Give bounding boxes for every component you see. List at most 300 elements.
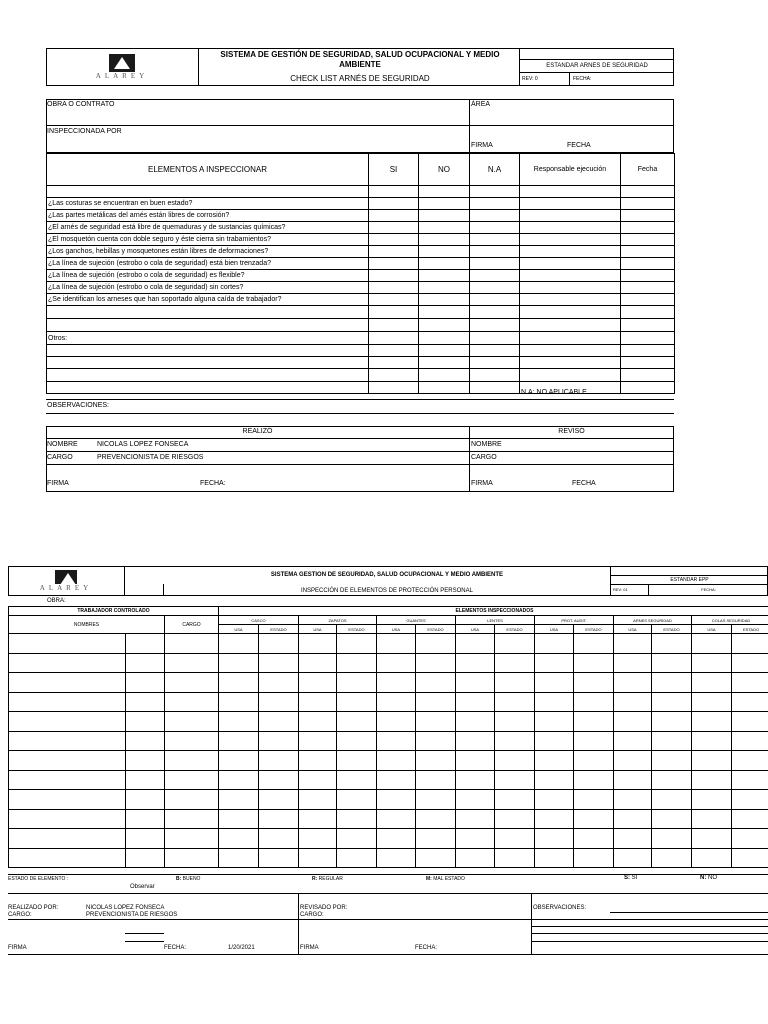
inspection-cell[interactable] xyxy=(337,751,377,771)
nombre-cell[interactable] xyxy=(9,653,126,673)
inspection-cell[interactable] xyxy=(652,751,692,771)
inspection-cell[interactable] xyxy=(535,712,574,732)
inspection-cell[interactable] xyxy=(732,712,768,732)
group-guantes: GUANTES xyxy=(377,616,456,625)
nombre-cell[interactable] xyxy=(126,751,165,771)
inspection-cell[interactable] xyxy=(416,673,456,693)
inspection-cell[interactable] xyxy=(732,634,768,654)
inspection-cell[interactable] xyxy=(495,848,535,868)
nombre-cell[interactable] xyxy=(126,829,165,849)
si-cell[interactable] xyxy=(369,270,419,282)
alarey-logo-icon xyxy=(109,54,135,72)
inspection-cell[interactable] xyxy=(299,692,337,712)
inspection-cell[interactable] xyxy=(337,673,377,693)
fecha-label-realizo: FECHA: xyxy=(200,480,226,487)
observaciones-label: OBSERVACIONES: xyxy=(47,402,109,409)
form2-logo xyxy=(8,566,125,596)
legend-key: M: xyxy=(426,876,432,882)
nombre-cell[interactable] xyxy=(126,673,165,693)
inspection-cell[interactable] xyxy=(377,790,416,810)
checklist-item: ¿Las partes metálicas del arnés están libres de corrosión? xyxy=(47,210,369,222)
nombre-cell[interactable] xyxy=(9,809,126,829)
inspection-cell[interactable] xyxy=(692,848,732,868)
nombre-cell[interactable] xyxy=(126,790,165,810)
inspection-cell[interactable] xyxy=(692,829,732,849)
na-cell[interactable] xyxy=(470,294,520,306)
no-cell[interactable] xyxy=(419,222,470,234)
inspection-cell[interactable] xyxy=(377,653,416,673)
inspection-cell[interactable] xyxy=(299,790,337,810)
group-colas: COLAS SEGURIDAD xyxy=(692,616,768,625)
inspection-cell[interactable] xyxy=(692,712,732,732)
checklist-item: ¿Se identifican los arneses que han soportado alguna caída de trabajador? xyxy=(47,294,369,306)
inspection-cell[interactable] xyxy=(416,790,456,810)
inspection-cell[interactable] xyxy=(652,634,692,654)
inspection-cell[interactable] xyxy=(456,634,495,654)
inspection-cell[interactable] xyxy=(574,829,614,849)
inspection-cell[interactable] xyxy=(535,751,574,771)
inspection-cell[interactable] xyxy=(692,770,732,790)
na-cell[interactable] xyxy=(470,282,520,294)
no-cell[interactable] xyxy=(419,246,470,258)
inspection-cell[interactable] xyxy=(219,731,259,751)
inspection-cell[interactable] xyxy=(732,848,768,868)
epp-row xyxy=(9,731,768,751)
inspection-cell[interactable] xyxy=(377,829,416,849)
cargo-cell[interactable] xyxy=(165,634,219,654)
estado-header: ESTADO xyxy=(732,625,768,634)
col-na: N.A xyxy=(470,154,520,186)
elementos-header: ELEMENTOS INSPECCIONADOS xyxy=(219,607,768,616)
na-cell[interactable] xyxy=(470,234,520,246)
inspection-cell[interactable] xyxy=(219,712,259,732)
inspection-cell[interactable] xyxy=(732,770,768,790)
inspection-cell[interactable] xyxy=(574,673,614,693)
inspection-cell[interactable] xyxy=(535,848,574,868)
inspection-cell[interactable] xyxy=(574,770,614,790)
inspection-cell[interactable] xyxy=(337,809,377,829)
inspection-cell[interactable] xyxy=(337,770,377,790)
si-cell[interactable] xyxy=(369,210,419,222)
inspection-cell[interactable] xyxy=(732,790,768,810)
si-cell[interactable] xyxy=(369,246,419,258)
inspection-cell[interactable] xyxy=(574,653,614,673)
firma-label: FIRMA xyxy=(471,142,493,149)
inspection-cell[interactable] xyxy=(219,848,259,868)
inspection-cell[interactable] xyxy=(337,731,377,751)
epp-row xyxy=(9,751,768,771)
inspection-cell[interactable] xyxy=(574,751,614,771)
inspection-cell[interactable] xyxy=(574,731,614,751)
cargo-cell[interactable] xyxy=(165,751,219,771)
inspection-cell[interactable] xyxy=(259,829,299,849)
epp-row xyxy=(9,653,768,673)
si-cell[interactable] xyxy=(369,294,419,306)
revisado-cargo-label: CARGO: xyxy=(300,912,324,918)
usa-header: USA xyxy=(456,625,495,634)
inspection-cell[interactable] xyxy=(652,731,692,751)
inspection-cell[interactable] xyxy=(259,692,299,712)
inspection-cell[interactable] xyxy=(456,790,495,810)
inspection-cell[interactable] xyxy=(692,653,732,673)
inspection-cell[interactable] xyxy=(377,809,416,829)
inspection-cell[interactable] xyxy=(692,673,732,693)
inspection-cell[interactable] xyxy=(299,731,337,751)
obra-label: OBRA: xyxy=(47,598,66,604)
inspection-cell[interactable] xyxy=(219,829,259,849)
nombre-cell[interactable] xyxy=(9,770,126,790)
inspection-cell[interactable] xyxy=(495,751,535,771)
inspection-cell[interactable] xyxy=(456,809,495,829)
legend-no xyxy=(700,875,717,881)
inspection-cell[interactable] xyxy=(692,751,732,771)
inspection-cell[interactable] xyxy=(692,809,732,829)
usa-header: USA xyxy=(299,625,337,634)
nombre-value: NICOLAS LOPEZ FONSECA xyxy=(97,441,189,448)
no-cell[interactable] xyxy=(419,294,470,306)
inspection-cell[interactable] xyxy=(652,712,692,732)
inspection-cell[interactable] xyxy=(299,634,337,654)
inspection-cell[interactable] xyxy=(219,692,259,712)
no-cell[interactable] xyxy=(419,210,470,222)
cargo-cell[interactable] xyxy=(165,731,219,751)
inspection-cell[interactable] xyxy=(337,712,377,732)
inspection-cell[interactable] xyxy=(614,770,652,790)
inspection-cell[interactable] xyxy=(456,829,495,849)
inspection-cell[interactable] xyxy=(692,692,732,712)
si-cell[interactable] xyxy=(369,222,419,234)
inspection-cell[interactable] xyxy=(732,751,768,771)
inspection-cell[interactable] xyxy=(259,673,299,693)
inspection-cell[interactable] xyxy=(495,673,535,693)
inspection-cell[interactable] xyxy=(614,634,652,654)
inspection-cell[interactable] xyxy=(299,653,337,673)
inspection-cell[interactable] xyxy=(652,692,692,712)
inspection-cell[interactable] xyxy=(299,829,337,849)
checklist-item: ¿La línea de sujeción (estrobo o cola de seguridad) está bien trenzada? xyxy=(47,258,369,270)
inspection-cell[interactable] xyxy=(614,829,652,849)
inspection-cell[interactable] xyxy=(692,634,732,654)
legend-key: S: xyxy=(624,875,630,881)
inspection-cell[interactable] xyxy=(219,634,259,654)
nombre-cell[interactable] xyxy=(9,712,126,732)
nombre-cell[interactable] xyxy=(9,829,126,849)
inspection-cell[interactable] xyxy=(652,770,692,790)
checklist-item: ¿La línea de sujeción (estrobo o cola de seguridad) es flexible? xyxy=(47,270,369,282)
cargo-header: CARGO xyxy=(165,616,219,634)
inspection-cell[interactable] xyxy=(416,731,456,751)
inspection-cell[interactable] xyxy=(456,712,495,732)
inspection-cell[interactable] xyxy=(219,653,259,673)
epp-row xyxy=(9,848,768,868)
inspection-cell[interactable] xyxy=(456,653,495,673)
inspection-cell[interactable] xyxy=(219,770,259,790)
inspection-cell[interactable] xyxy=(456,692,495,712)
inspection-cell[interactable] xyxy=(495,790,535,810)
inspection-cell[interactable] xyxy=(614,731,652,751)
inspection-cell[interactable] xyxy=(614,692,652,712)
inspection-cell[interactable] xyxy=(259,731,299,751)
inspection-cell[interactable] xyxy=(535,829,574,849)
nombre-cell[interactable] xyxy=(126,848,165,868)
inspection-cell[interactable] xyxy=(495,712,535,732)
cargo-cell[interactable] xyxy=(165,829,219,849)
inspection-cell[interactable] xyxy=(259,751,299,771)
inspection-cell[interactable] xyxy=(299,712,337,732)
legend-value: REGULAR xyxy=(317,876,343,882)
checklist-item: ¿La línea de sujeción (estrobo o cola de seguridad) sin cortes? xyxy=(47,282,369,294)
inspection-cell[interactable] xyxy=(652,848,692,868)
nombres-header: NOMBRES xyxy=(9,616,165,634)
nombre-cell[interactable] xyxy=(9,731,126,751)
group-lentes: LENTES xyxy=(456,616,535,625)
inspection-cell[interactable] xyxy=(377,634,416,654)
inspection-cell[interactable] xyxy=(535,790,574,810)
inspection-cell[interactable] xyxy=(574,809,614,829)
cargo-cell[interactable] xyxy=(165,848,219,868)
na-cell[interactable] xyxy=(470,258,520,270)
inspection-cell[interactable] xyxy=(416,653,456,673)
nombre-cell[interactable] xyxy=(9,673,126,693)
inspection-cell[interactable] xyxy=(574,848,614,868)
nombre-cell[interactable] xyxy=(126,770,165,790)
inspection-cell[interactable] xyxy=(219,673,259,693)
nombre-cell[interactable] xyxy=(126,712,165,732)
inspection-cell[interactable] xyxy=(574,692,614,712)
nombre-cell[interactable] xyxy=(9,751,126,771)
inspection-cell[interactable] xyxy=(299,751,337,771)
nombre-cell[interactable] xyxy=(9,848,126,868)
inspection-cell[interactable] xyxy=(337,653,377,673)
inspection-cell[interactable] xyxy=(732,731,768,751)
nombre-cell[interactable] xyxy=(126,809,165,829)
na-cell[interactable] xyxy=(470,270,520,282)
inspection-cell[interactable] xyxy=(377,673,416,693)
na-cell[interactable] xyxy=(470,210,520,222)
nombre-cell[interactable] xyxy=(126,731,165,751)
inspection-cell[interactable] xyxy=(614,673,652,693)
inspection-cell[interactable] xyxy=(299,770,337,790)
inspection-cell[interactable] xyxy=(299,848,337,868)
inspection-cell[interactable] xyxy=(377,770,416,790)
inspection-cell[interactable] xyxy=(337,829,377,849)
firma-label: FIRMA xyxy=(8,945,27,951)
inspection-cell[interactable] xyxy=(377,751,416,771)
realizado-por-label: REALIZADO POR: xyxy=(8,905,59,911)
nombre-cell[interactable] xyxy=(9,790,126,810)
observaciones-label: OBSERVACIONES: xyxy=(533,905,587,911)
inspection-cell[interactable] xyxy=(614,790,652,810)
inspection-cell[interactable] xyxy=(495,692,535,712)
inspection-cell[interactable] xyxy=(416,829,456,849)
inspection-cell[interactable] xyxy=(416,848,456,868)
no-cell[interactable] xyxy=(419,234,470,246)
inspection-cell[interactable] xyxy=(732,673,768,693)
na-cell[interactable] xyxy=(470,246,520,258)
inspection-cell[interactable] xyxy=(535,692,574,712)
inspection-cell[interactable] xyxy=(535,731,574,751)
reviso-label: REVISÓ xyxy=(558,428,585,435)
cargo-cell[interactable] xyxy=(165,770,219,790)
logo-text: ALAREY xyxy=(39,584,93,592)
nombre-cell[interactable] xyxy=(126,653,165,673)
inspection-cell[interactable] xyxy=(416,770,456,790)
inspection-cell[interactable] xyxy=(732,829,768,849)
inspection-cell[interactable] xyxy=(456,770,495,790)
inspection-cell[interactable] xyxy=(377,731,416,751)
inspection-cell[interactable] xyxy=(535,653,574,673)
inspection-cell[interactable] xyxy=(652,673,692,693)
nombre-cell[interactable] xyxy=(9,692,126,712)
std-label: ESTANDAR ARNES DE SEGURIDAD xyxy=(520,60,674,73)
inspection-cell[interactable] xyxy=(337,634,377,654)
inspection-cell[interactable] xyxy=(259,712,299,732)
si-cell[interactable] xyxy=(369,258,419,270)
revisado-por-label: REVISADO POR: xyxy=(300,905,348,911)
si-cell[interactable] xyxy=(369,234,419,246)
inspection-cell[interactable] xyxy=(652,653,692,673)
col-fecha: Fecha xyxy=(621,154,675,186)
inspection-cell[interactable] xyxy=(219,790,259,810)
inspection-cell[interactable] xyxy=(574,712,614,732)
cargo-cell[interactable] xyxy=(165,653,219,673)
usa-header: USA xyxy=(219,625,259,634)
estado-header: ESTADO xyxy=(495,625,535,634)
rev-label: REV: 0 xyxy=(520,73,570,85)
inspection-cell[interactable] xyxy=(614,751,652,771)
inspection-cell[interactable] xyxy=(652,809,692,829)
firma-label-reviso: FIRMA xyxy=(471,480,493,487)
inspection-cell[interactable] xyxy=(692,731,732,751)
cargo-cell[interactable] xyxy=(165,673,219,693)
group-zapatos: ZAPATOS xyxy=(299,616,377,625)
inspection-cell[interactable] xyxy=(535,634,574,654)
inspection-cell[interactable] xyxy=(495,731,535,751)
inspection-cell[interactable] xyxy=(614,848,652,868)
inspection-cell[interactable] xyxy=(377,848,416,868)
inspection-cell[interactable] xyxy=(259,809,299,829)
inspection-cell[interactable] xyxy=(732,653,768,673)
std-label: ESTANDAR EPP xyxy=(611,576,768,585)
nombre-cell[interactable] xyxy=(126,634,165,654)
inspection-cell[interactable] xyxy=(732,809,768,829)
usa-header: USA xyxy=(692,625,732,634)
no-cell[interactable] xyxy=(419,258,470,270)
nombre-cell[interactable] xyxy=(126,692,165,712)
cargo-cell[interactable] xyxy=(165,790,219,810)
legend-bueno xyxy=(176,876,200,882)
inspection-cell[interactable] xyxy=(416,751,456,771)
epp-row xyxy=(9,809,768,829)
no-cell[interactable] xyxy=(419,198,470,210)
cargo-cell[interactable] xyxy=(165,692,219,712)
inspection-cell[interactable] xyxy=(614,809,652,829)
nombre-cell[interactable] xyxy=(9,634,126,654)
inspection-cell[interactable] xyxy=(259,790,299,810)
inspection-cell[interactable] xyxy=(416,712,456,732)
inspection-cell[interactable] xyxy=(574,790,614,810)
estado-header: ESTADO xyxy=(259,625,299,634)
nombre-label-reviso: NOMBRE xyxy=(471,441,502,448)
firma-label-realizo: FIRMA xyxy=(47,480,69,487)
col-responsable: Responsable ejecución xyxy=(520,154,621,186)
inspection-cell[interactable] xyxy=(377,712,416,732)
inspection-cell[interactable] xyxy=(495,770,535,790)
inspection-cell[interactable] xyxy=(456,848,495,868)
na-cell[interactable] xyxy=(470,198,520,210)
inspection-cell[interactable] xyxy=(259,653,299,673)
no-cell[interactable] xyxy=(419,282,470,294)
inspection-cell[interactable] xyxy=(535,673,574,693)
legend-value: NO xyxy=(706,875,718,881)
fecha-value: 1/20/2021 xyxy=(228,945,255,951)
inspection-cell[interactable] xyxy=(614,712,652,732)
inspection-cell[interactable] xyxy=(337,790,377,810)
group-casco: CASCO xyxy=(219,616,299,625)
no-cell[interactable] xyxy=(419,270,470,282)
inspection-cell[interactable] xyxy=(259,848,299,868)
inspection-cell[interactable] xyxy=(456,751,495,771)
cargo-label: CARGO: xyxy=(8,912,32,918)
inspection-cell[interactable] xyxy=(574,634,614,654)
inspection-cell[interactable] xyxy=(535,809,574,829)
inspection-cell[interactable] xyxy=(456,731,495,751)
cargo-cell[interactable] xyxy=(165,712,219,732)
si-cell[interactable] xyxy=(369,282,419,294)
cargo-cell[interactable] xyxy=(165,809,219,829)
rev-label: REV: 01 xyxy=(611,585,649,595)
inspection-cell[interactable] xyxy=(614,653,652,673)
obra-label: OBRA O CONTRATO xyxy=(47,101,115,108)
inspection-cell[interactable] xyxy=(416,634,456,654)
inspection-cell[interactable] xyxy=(535,770,574,790)
cargo-value: PREVENCIONISTA DE RIESGOS xyxy=(86,912,178,918)
inspection-cell[interactable] xyxy=(495,829,535,849)
inspection-cell[interactable] xyxy=(732,692,768,712)
na-cell[interactable] xyxy=(470,222,520,234)
inspection-cell[interactable] xyxy=(495,809,535,829)
inspection-cell[interactable] xyxy=(456,673,495,693)
inspection-cell[interactable] xyxy=(337,848,377,868)
epp-row xyxy=(9,829,768,849)
col-no: NO xyxy=(419,154,470,186)
inspection-cell[interactable] xyxy=(337,692,377,712)
legend-value: BUENO xyxy=(181,876,201,882)
inspection-cell[interactable] xyxy=(219,809,259,829)
inspection-cell[interactable] xyxy=(259,634,299,654)
inspection-cell[interactable] xyxy=(495,653,535,673)
inspection-cell[interactable] xyxy=(652,829,692,849)
si-cell[interactable] xyxy=(369,198,419,210)
legend-value: SI xyxy=(630,875,638,881)
observar-label: Observar xyxy=(130,884,155,890)
inspection-cell[interactable] xyxy=(219,751,259,771)
inspection-cell[interactable] xyxy=(299,673,337,693)
inspection-cell[interactable] xyxy=(259,770,299,790)
inspection-cell[interactable] xyxy=(299,809,337,829)
inspection-cell[interactable] xyxy=(416,692,456,712)
inspection-cell[interactable] xyxy=(495,634,535,654)
inspection-cell[interactable] xyxy=(652,790,692,810)
checklist-item: ¿Los ganchos, hebillas y mosquetones están libres de deformaciones? xyxy=(47,246,369,258)
inspection-cell[interactable] xyxy=(692,790,732,810)
inspection-cell[interactable] xyxy=(416,809,456,829)
fecha-header-label: FECHA: xyxy=(701,587,716,592)
legend-key: N: xyxy=(700,875,707,881)
epp-rows xyxy=(9,634,768,868)
usa-header: USA xyxy=(377,625,416,634)
inspection-cell[interactable] xyxy=(377,692,416,712)
